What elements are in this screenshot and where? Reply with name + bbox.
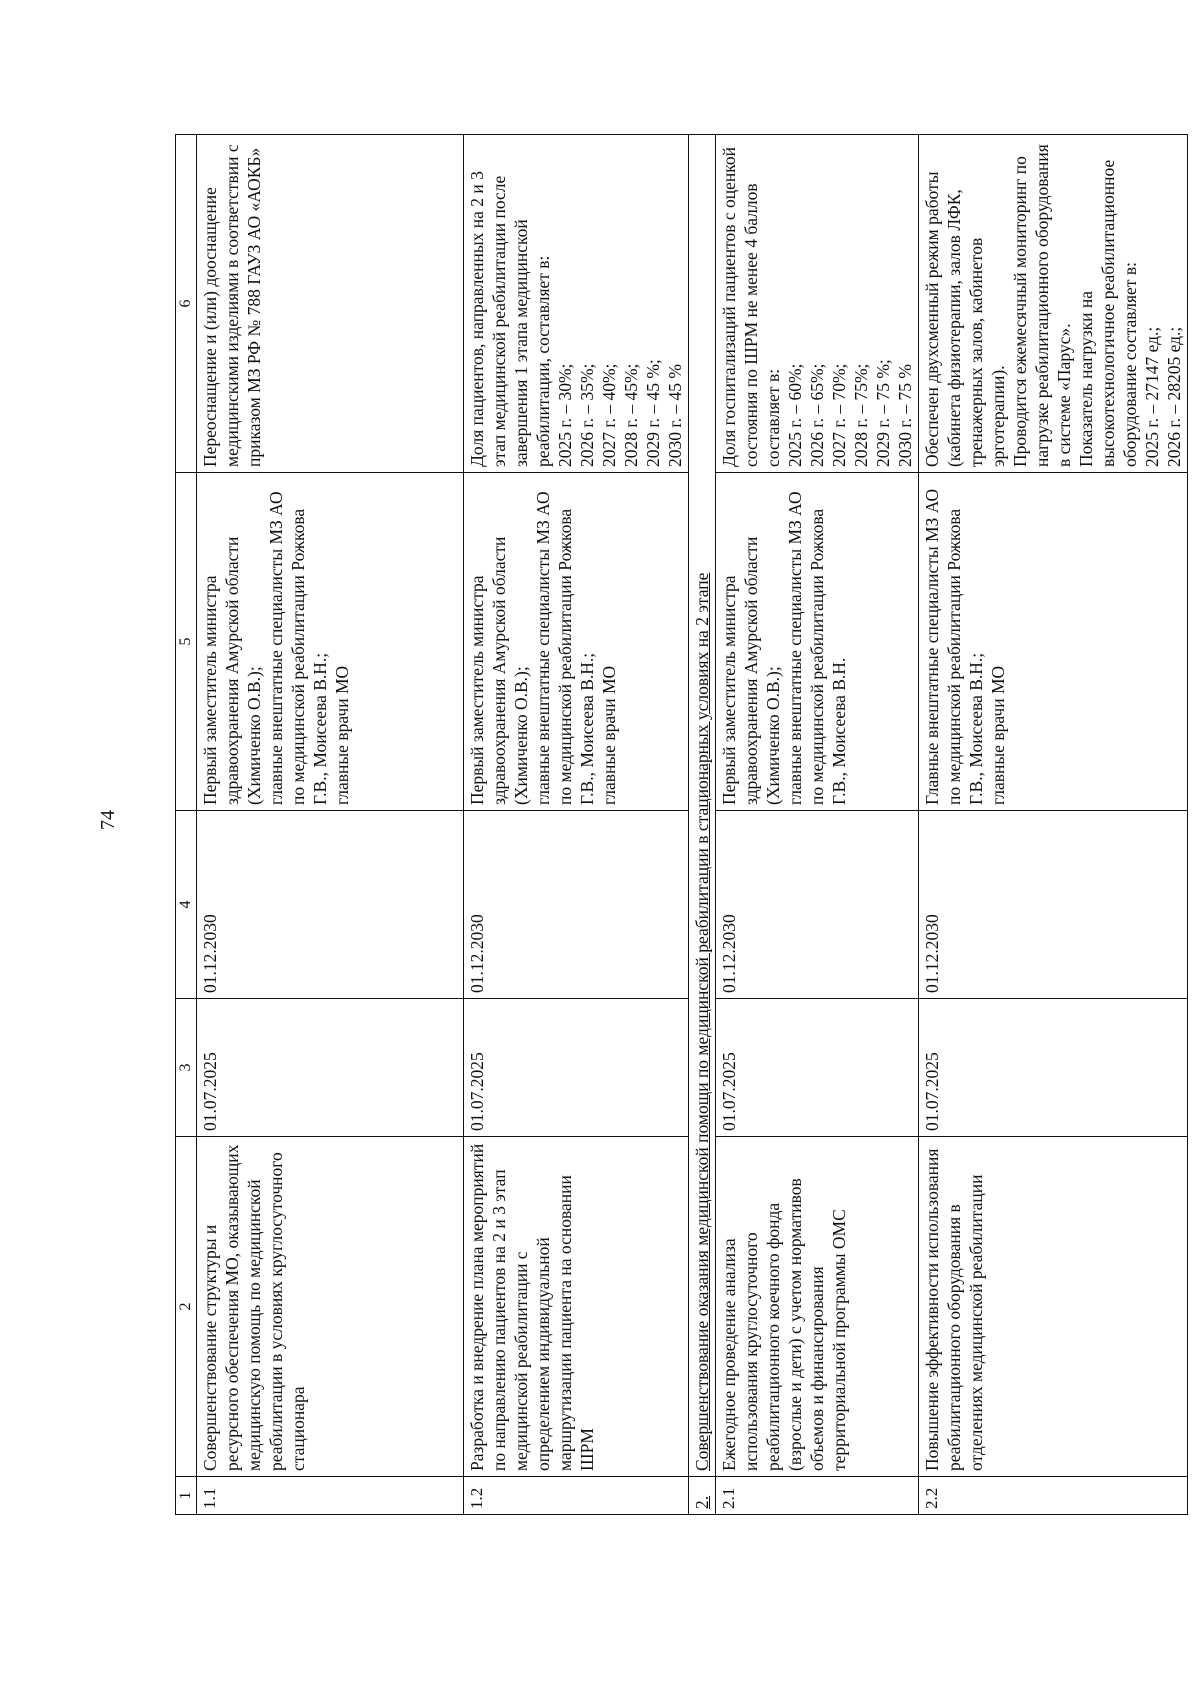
page-number: 74 (97, 810, 119, 830)
row-number: 1.1 (197, 1477, 464, 1515)
end-date-cell: 01.12.2030 (716, 811, 919, 999)
responsible-cell: Первый заместитель министра здравоохранения Амурской области (Химиченко О.В.); главные внештатные специалисты МЗ АО по медицинской реабилитации Рожкова Г.В., Моисеева В.Н.; главные врачи МО (464, 473, 689, 811)
header-col-5: 5 (176, 473, 197, 811)
row-number: 1.2 (464, 1477, 689, 1515)
section-row (689, 135, 716, 1515)
result-cell: Обеспечен двухсменный режим работы (кабинета физиотерапии, залов ЛФК, тренажерных залов, кабинетов эрготерапии). Проводится ежемесячный мониторинг по нагрузке реабилитационного оборудования в системе «Парус». Показатель нагрузки на высокотехнологичное реабилитационное оборудование составляет в: 2025 г. – 27147 ед.; 2026 г. – 28205 ед.; (919, 135, 1188, 473)
header-col-3: 3 (176, 999, 197, 1137)
rotated-table-container (175, 135, 1184, 1515)
activity-cell: Разработка и внедрение плана мероприятий по направлению пациентов на 2 и 3 этап медицинской реабилитации с определением индивидуальной маршрутизации пациента на основании ШРМ (464, 1137, 689, 1477)
header-row (176, 135, 197, 1515)
table-row (919, 135, 1188, 1515)
table-row (197, 135, 464, 1515)
measures-table (175, 134, 1188, 1515)
end-date-cell: 01.12.2030 (919, 811, 1188, 999)
start-date-cell: 01.07.2025 (464, 999, 689, 1137)
responsible-cell: Первый заместитель министра здравоохранения Амурской области (Химиченко О.В.); главные внештатные специалисты МЗ АО по медицинской реабилитации Рожкова Г.В., Моисеева В.Н. (716, 473, 919, 811)
header-col-1: 1 (176, 1477, 197, 1515)
row-number: 2.2 (919, 1477, 1188, 1515)
activity-cell: Повышение эффективности использования реабилитационного оборудования в отделениях медицинской реабилитации (919, 1137, 1188, 1477)
table-row (716, 135, 919, 1515)
table-viewport (175, 135, 1184, 1515)
start-date-cell: 01.07.2025 (919, 999, 1188, 1137)
activity-cell: Ежегодное проведение анализа использования круглосуточного реабилитационного коечного фонда (взрослые и дети) с учетом нормативов объемов и финансирования территориальной программы ОМС (716, 1137, 919, 1477)
header-col-6: 6 (176, 135, 197, 473)
start-date-cell: 01.07.2025 (716, 999, 919, 1137)
start-date-cell: 01.07.2025 (197, 999, 464, 1137)
end-date-cell: 01.12.2030 (464, 811, 689, 999)
responsible-cell: Главные внештатные специалисты МЗ АО по медицинской реабилитации Рожкова Г.В., Моисеева В.Н.; главные врачи МО (919, 473, 1188, 811)
table-row (464, 135, 689, 1515)
responsible-cell: Первый заместитель министра здравоохранения Амурской области (Химиченко О.В.); главные внештатные специалисты МЗ АО по медицинской реабилитации Рожкова Г.В., Моисеева В.Н.; главные врачи МО (197, 473, 464, 811)
section-number: 2. (689, 1477, 716, 1515)
result-cell: Доля госпитализаций пациентов с оценкой состояния по ШРМ не менее 4 баллов составляет в: 2025 г. – 60%; 2026 г. – 65%; 2027 г. – 70%; 2028 г. – 75%; 2029 г. – 75 %; 2030 г. – 75 % (716, 135, 919, 473)
header-col-2: 2 (176, 1137, 197, 1477)
row-number: 2.1 (716, 1477, 919, 1515)
header-col-4: 4 (176, 811, 197, 999)
result-cell: Доля пациентов, направленных на 2 и 3 этап медицинской реабилитации после завершения 1 этапа медицинской реабилитации, составляет в: 2025 г. – 30%; 2026 г. – 35%; 2027 г. – 40%; 2028 г. – 45%; 2029 г. – 45 %; 2030 г. – 45 % (464, 135, 689, 473)
section-title: Совершенствование оказания медицинской помощи по медицинской реабилитации в стационарных условиях на 2 этапе (689, 135, 716, 1477)
end-date-cell: 01.12.2030 (197, 811, 464, 999)
result-cell: Переоснащение и (или) дооснащение медицинскими изделиями в соответствии с приказом МЗ РФ № 788 ГАУЗ АО «АОКБ» (197, 135, 464, 473)
activity-cell: Совершенствование структуры и ресурсного обеспечения МО, оказывающих медицинскую помощь по медицинской реабилитации в условиях круглосуточного стационара (197, 1137, 464, 1477)
